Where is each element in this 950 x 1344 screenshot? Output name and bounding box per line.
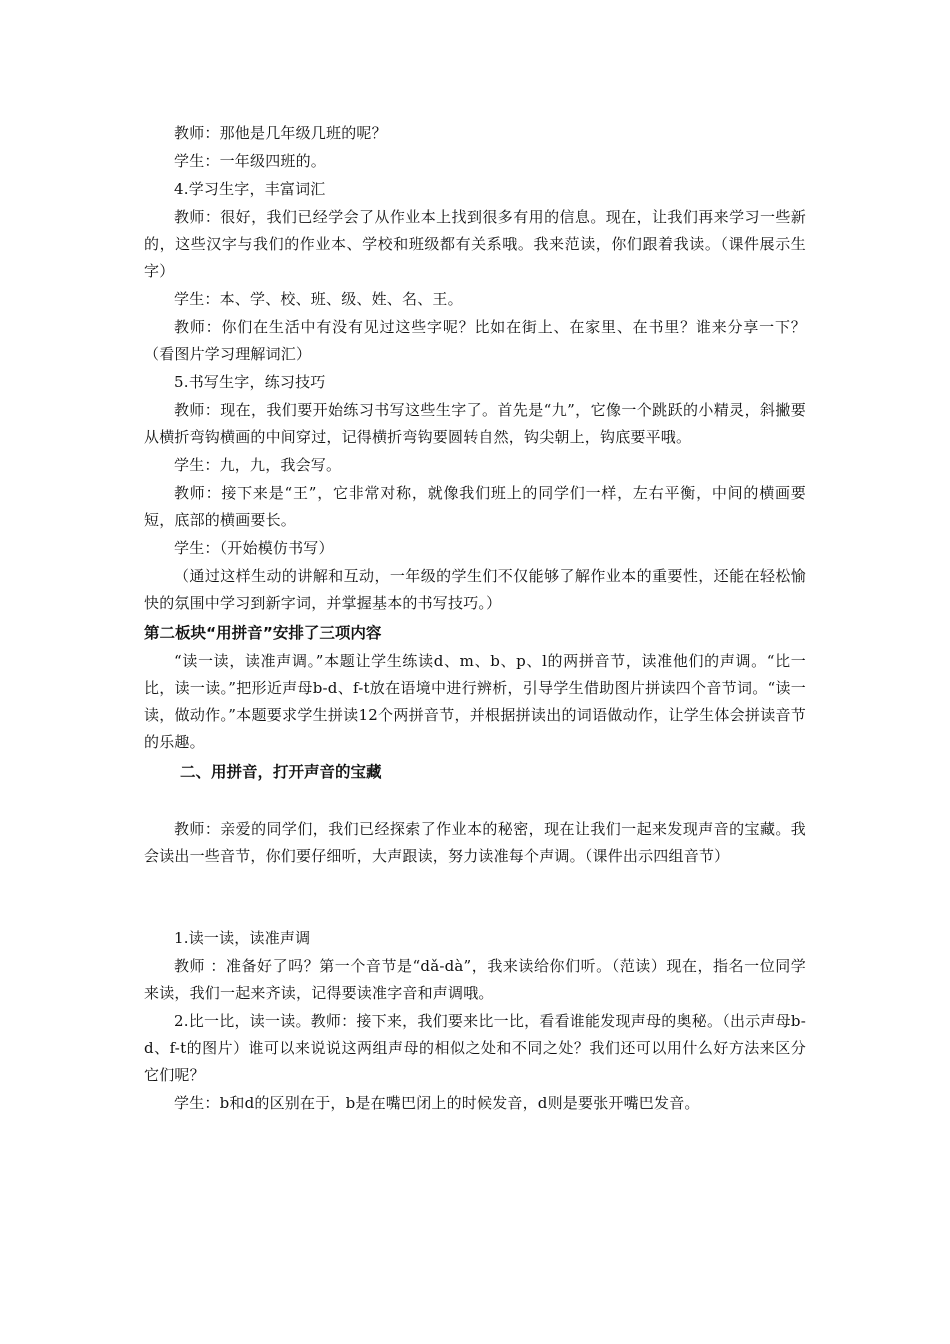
document-page — [144, 120, 806, 1118]
paragraph: 教师 ：准备好了吗？第一个音节是“dǎ-dà”，我来读给你们听。（范读）现在，指名一位同学来读，我们一起来齐读，记得要读准字音和声调哦。 — [144, 957, 806, 1002]
paragraph: （通过这样生动的讲解和互动，一年级的学生们不仅能够了解作业本的重要性，还能在轻松愉快的氛围中学习到新字词，并掌握基本的书写技巧。） — [144, 567, 806, 612]
step-heading: 4.学习生字，丰富词汇 — [174, 180, 326, 198]
paragraph: 教师：那他是几年级几班的呢？ — [174, 124, 387, 142]
paragraph: 教师：现在，我们要开始练习书写这些生字了。首先是“九”，它像一个跳跃的小精灵，斜撇要从横折弯钩横画的中间穿过，记得横折弯钩要圆转自然，钩尖朝上，钩底要平哦。 — [144, 401, 806, 446]
step-heading: 1.读一读，读准声调 — [174, 929, 311, 947]
paragraph: 学生：九，九，我会写。 — [174, 456, 342, 474]
blank-space — [144, 871, 806, 925]
paragraph: 学生：一年级四班的。 — [174, 152, 327, 170]
paragraph: 教师：亲爱的同学们，我们已经探索了作业本的秘密，现在让我们一起来发现声音的宝藏。我会读出一些音节，你们要仔细听，大声跟读，努力读准每个声调。（课件出示四组音节） — [144, 820, 806, 865]
paragraph: 学生：b和d的区别在于，b是在嘴巴闭上的时候发音，d则是要张开嘴巴发音。 — [174, 1094, 700, 1112]
paragraph: 学生：（开始模仿书写） — [174, 539, 334, 557]
paragraph: 学生：本、学、校、班、级、姓、名、王。 — [174, 290, 463, 308]
block2-heading: 第二板块“用拼音”安排了三项内容 — [144, 624, 382, 642]
paragraph: 教师：你们在生活中有没有见过这些字呢？比如在街上、在家里、在书里？谁来分享一下？（看图片学习理解词汇） — [144, 318, 806, 363]
step-heading: 5.书写生字，练习技巧 — [174, 373, 326, 391]
paragraph: 2.比一比，读一读。教师：接下来，我们要来比一比，看看谁能发现声母的奥秘。（出示声母b-d、f-t的图片）谁可以来说说这两组声母的相似之处和不同之处？我们还可以用什么好方法来区分它们呢？ — [144, 1012, 806, 1084]
section2-heading: 二、用拼音，打开声音的宝藏 — [180, 763, 382, 781]
paragraph: 教师：接下来是“王”，它非常对称，就像我们班上的同学们一样，左右平衡，中间的横画要短，底部的横画要长。 — [144, 484, 806, 529]
paragraph: “读一读，读准声调。”本题让学生练读d、m、b、p、l的两拼音节，读准他们的声调。“比一比，读一读。”把形近声母b-d、f-t放在语境中进行辨析，引导学生借助图片拼读四个音节词。“读一读，做动作。”本题要求学生拼读12个两拼音节，并根据拼读出的词语做动作，让学生体会拼读音节的乐趣。 — [144, 652, 806, 751]
paragraph: 教师：很好，我们已经学会了从作业本上找到很多有用的信息。现在，让我们再来学习一些新的，这些汉字与我们的作业本、学校和班级都有关系哦。我来范读，你们跟着我读。（课件展示生字） — [144, 208, 806, 280]
